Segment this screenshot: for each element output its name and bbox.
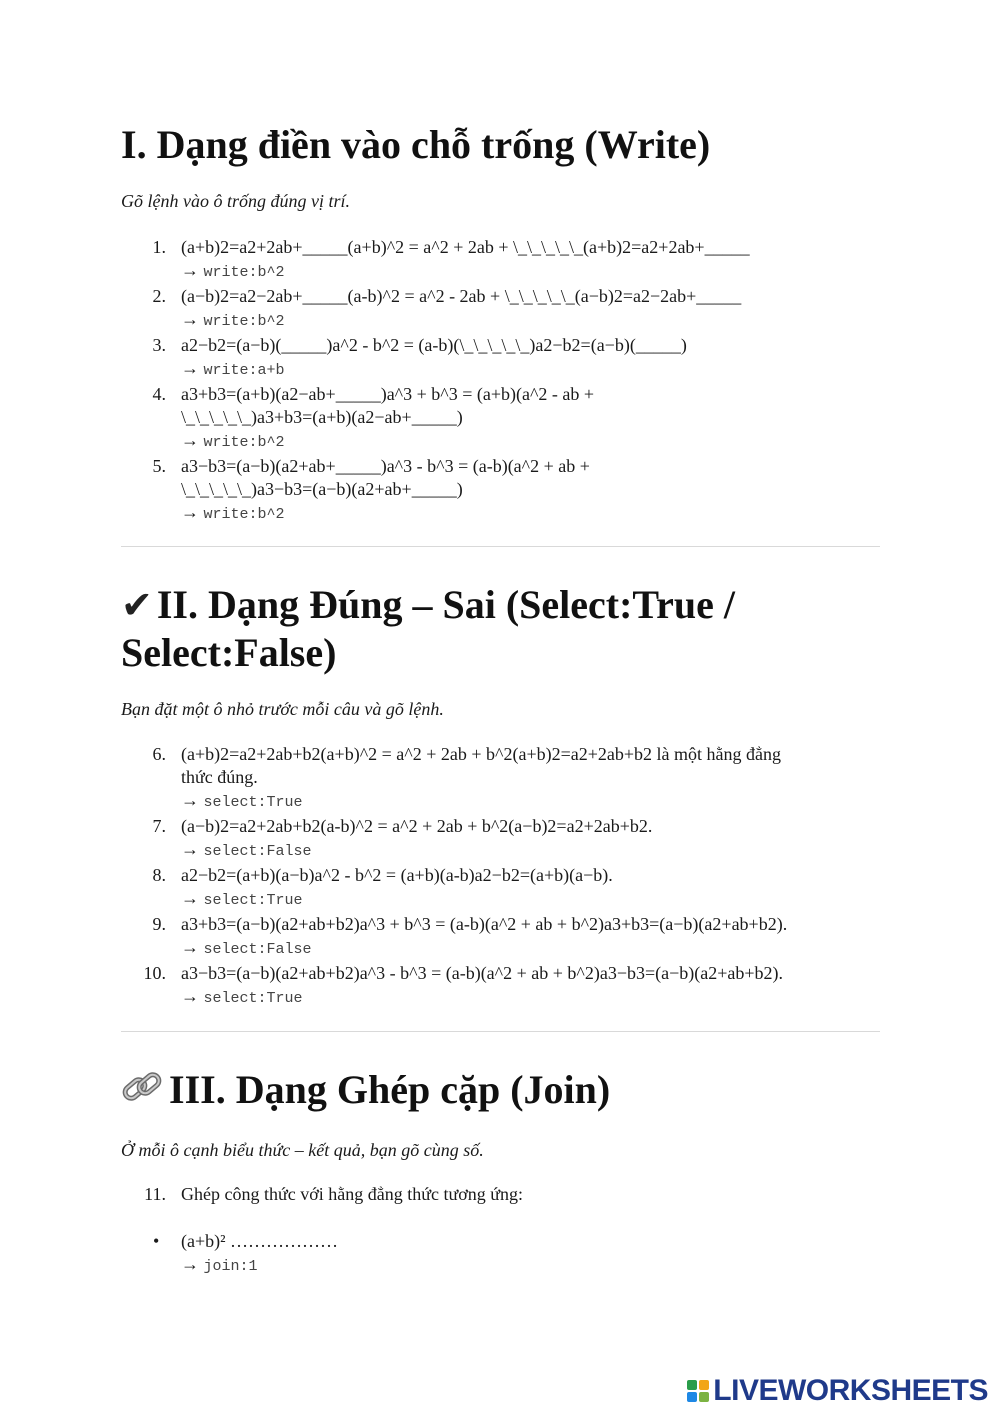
answer-command[interactable] xyxy=(181,260,285,280)
arrow-icon: → xyxy=(181,358,199,378)
section-1-intro: Gõ lệnh vào ô trống đúng vị trí. xyxy=(121,191,350,211)
question-text: a3−b3=(a−b)(a2+ab+b2)a^3 - b^3 = (a-b)(a^2 + ab + b^2)a3−b3=(a−b)(a2+ab+b2). xyxy=(181,963,784,983)
check-icon: ✔ xyxy=(121,583,153,627)
answer-command[interactable] xyxy=(181,937,312,957)
section-2-title-line2: Select:False) xyxy=(121,630,337,675)
arrow-icon: → xyxy=(181,430,199,450)
question-text: a3+b3=(a+b)(a2−ab+_____)a^3 + b^3 = (a+b)(a^2 - ab + xyxy=(181,384,595,404)
join-expression: (a+b)² ……………… xyxy=(181,1231,339,1251)
logo-square xyxy=(699,1392,709,1402)
section-3-intro: Ở mỗi ô cạnh biểu thức – kết quả, bạn gõ cùng số. xyxy=(121,1140,484,1160)
liveworksheets-logo xyxy=(687,1375,988,1407)
answer-code: select:False xyxy=(203,941,312,958)
join-list xyxy=(121,1230,881,1278)
question-text: a3−b3=(a−b)(a2+ab+_____)a^3 - b^3 = (a-b)(a^2 + ab + xyxy=(181,456,590,476)
section-3-questions xyxy=(121,1183,881,1207)
question-text: (a−b)2=a2−2ab+_____(a-b)^2 = a^2 - 2ab + \_\_\_\_\_(a−b)2=a2−2ab+_____ xyxy=(181,286,742,306)
arrow-icon: → xyxy=(181,790,199,810)
question-number: 6. xyxy=(152,744,166,764)
answer-command[interactable] xyxy=(181,309,285,329)
question-text: (a−b)2=a2+2ab+b2(a-b)^2 = a^2 + 2ab + b^2(a−b)2=a2+2ab+b2. xyxy=(181,816,653,836)
question-text: a2−b2=(a−b)(_____)a^2 - b^2 = (a-b)(\_\_\_\_\_)a2−b2=(a−b)(_____) xyxy=(181,335,687,355)
answer-code: write:b^2 xyxy=(203,264,285,281)
answer-code: select:True xyxy=(203,892,303,909)
question-item xyxy=(121,455,881,526)
question-item xyxy=(121,815,881,863)
arrow-icon: → xyxy=(181,839,199,859)
arrow-icon: → xyxy=(181,502,199,522)
join-answer[interactable] xyxy=(181,1254,258,1274)
arrow-icon: → xyxy=(181,309,199,329)
section-3-title-text: III. Dạng Ghép cặp (Join) xyxy=(169,1067,611,1112)
arrow-icon: → xyxy=(181,888,199,908)
section-2-questions xyxy=(121,743,881,1011)
answer-code: select:True xyxy=(203,794,303,811)
question-text: a2−b2=(a+b)(a−b)a^2 - b^2 = (a+b)(a-b)a2−b2=(a+b)(a−b). xyxy=(181,865,613,885)
section-2-intro: Bạn đặt một ô nhỏ trước mỗi câu và gõ lệnh. xyxy=(121,699,444,719)
question-number: 2. xyxy=(152,286,166,306)
question-number: 4. xyxy=(152,384,166,404)
answer-command[interactable] xyxy=(181,839,312,859)
question-item xyxy=(121,236,881,284)
liveworksheets-logo-icon xyxy=(687,1380,709,1402)
question-number: 1. xyxy=(152,237,166,257)
list-item xyxy=(121,1230,881,1278)
question-text: (a+b)2=a2+2ab+_____(a+b)^2 = a^2 + 2ab + \_\_\_\_\_(a+b)2=a2+2ab+_____ xyxy=(181,237,750,257)
answer-code: select:False xyxy=(203,843,312,860)
question-item xyxy=(121,1183,881,1206)
answer-code: select:True xyxy=(203,990,303,1007)
answer-command[interactable] xyxy=(181,986,303,1006)
answer-code: write:b^2 xyxy=(203,434,285,451)
bullet-icon: • xyxy=(153,1231,160,1251)
answer-code: write:a+b xyxy=(203,362,285,379)
answer-command[interactable] xyxy=(181,358,285,378)
logo-square xyxy=(687,1392,697,1402)
answer-code: join:1 xyxy=(203,1258,258,1275)
question-item xyxy=(121,285,881,333)
section-divider xyxy=(121,546,880,547)
question-item xyxy=(121,383,881,454)
arrow-icon: → xyxy=(181,260,199,280)
question-text: \_\_\_\_\_)a3−b3=(a−b)(a2+ab+_____) xyxy=(181,479,463,499)
answer-code: write:b^2 xyxy=(203,506,285,523)
question-number: 8. xyxy=(152,865,166,885)
question-item xyxy=(121,334,881,382)
question-text: Ghép công thức với hằng đẳng thức tương ứng: xyxy=(181,1184,523,1204)
question-number: 5. xyxy=(152,456,166,476)
question-text: (a+b)2=a2+2ab+b2(a+b)^2 = a^2 + 2ab + b^2(a+b)2=a2+2ab+b2 là một hằng đẳng xyxy=(181,744,781,764)
question-number: 9. xyxy=(152,914,166,934)
answer-code: write:b^2 xyxy=(203,313,285,330)
question-number: 10. xyxy=(143,963,166,983)
question-item xyxy=(121,743,881,814)
answer-command[interactable] xyxy=(181,888,303,908)
question-item xyxy=(121,913,881,961)
answer-command[interactable] xyxy=(181,502,285,522)
question-item xyxy=(121,962,881,1010)
question-text: thức đúng. xyxy=(181,767,258,787)
arrow-icon: → xyxy=(181,986,199,1006)
arrow-icon: → xyxy=(181,1254,199,1274)
question-number: 3. xyxy=(152,335,166,355)
question-text: \_\_\_\_\_)a3+b3=(a+b)(a2−ab+_____) xyxy=(181,407,463,427)
section-2-title xyxy=(121,581,735,677)
logo-square xyxy=(699,1380,709,1390)
question-item xyxy=(121,864,881,912)
section-2-title-line1: II. Dạng Đúng – Sai (Select:True / xyxy=(156,582,736,627)
question-number: 7. xyxy=(152,816,166,836)
section-1-questions xyxy=(121,236,881,527)
question-text: a3+b3=(a−b)(a2+ab+b2)a^3 + b^3 = (a-b)(a^2 + ab + b^2)a3+b3=(a−b)(a2+ab+b2). xyxy=(181,914,788,934)
section-3-title xyxy=(121,1066,610,1114)
section-1-title: I. Dạng điền vào chỗ trống (Write) xyxy=(121,122,711,167)
answer-command[interactable] xyxy=(181,430,285,450)
brand-name: LIVEWORKSHEETS xyxy=(713,1374,988,1407)
link-icon xyxy=(121,1067,163,1107)
answer-command[interactable] xyxy=(181,790,303,810)
logo-square xyxy=(687,1380,697,1390)
arrow-icon: → xyxy=(181,937,199,957)
section-divider xyxy=(121,1031,880,1032)
question-number: 11. xyxy=(144,1184,166,1204)
